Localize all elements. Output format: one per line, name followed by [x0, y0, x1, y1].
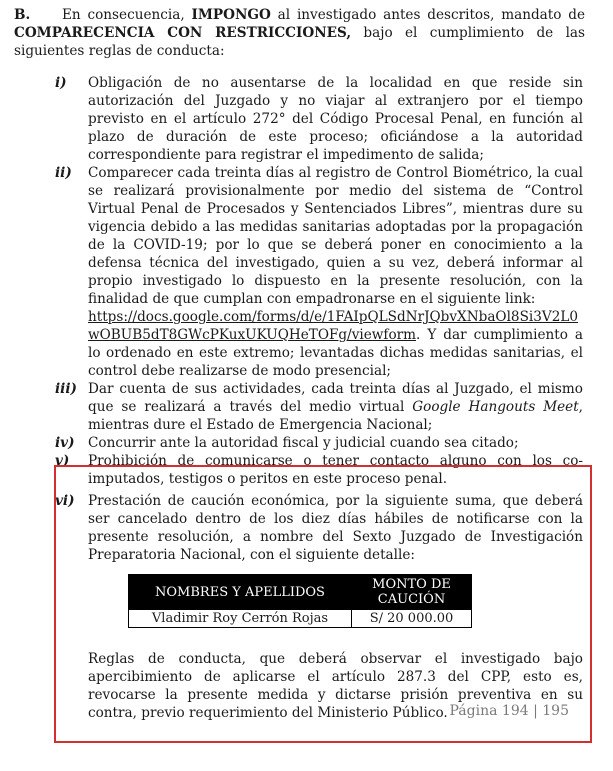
google-forms-link[interactable]: https://docs.google.com/forms/d/e/1FAIpQLSdNrJQbvXNbaOl8Si3V2L0wOBUB5dT8GWcPKuxUKUQHeTOFg/viewform [88, 309, 579, 343]
intro-paragraph [14, 6, 585, 60]
rule-item-ii [0, 164, 613, 380]
page-number [450, 703, 570, 719]
rule-number: vi) [55, 493, 75, 509]
rule-text: Prohibición de comunicarse o tener contacto alguno con los co-imputados, testigos o peritos en este proceso penal. [88, 453, 583, 487]
highlight-box [54, 465, 592, 743]
rule-text [88, 164, 583, 380]
rule-text-before: Comparecer cada treinta días al registro de Control Biométrico, la cual se realizará provisionalmente por medio del sistema de “Control Virtual Penal de Procesados y Sentenciados Libres”, mientras dure su vigencia debido a las medidas sanitarias adoptadas por la propagación de la COVID-19; por lo que se deberá poner en conocimiento a la defensa técnica del investigado, quien a su vez, deberá informar al propio investigado lo dispuesto en la presente resolución, con la finalidad de que cumplan con empadronarse en el siguiente link: [88, 165, 583, 307]
rule-text: Concurrir ante la autoridad fiscal y judicial cuando sea citado; [88, 435, 519, 451]
rule-text [88, 380, 583, 434]
page-separator: | [533, 703, 538, 719]
rule-number: iii) [55, 381, 77, 397]
section-label: B. [14, 7, 31, 23]
rule-text-italic: Google Hangouts Meet [412, 399, 579, 415]
rule-item-i [0, 74, 613, 164]
intro-bold-comparecencia: COMPARECENCIA CON RESTRICCIONES, [14, 25, 352, 41]
table-header-names: NOMBRES Y APELLIDOS [129, 575, 352, 610]
rule-text-after: . Y dar cumplimiento a lo ordenado en este extremo; levantadas dichas medidas sanitarias, el control debe realizarse de modo presencial; [88, 327, 583, 379]
closing-paragraph: Reglas de conducta, que deberá observar el investigado bajo apercibimiento de aplicarse el artículo 287.3 del CPP, esto es, revocarse la presente medida y dictarse prisión preventiva en su contra, previo requerimiento del Ministerio Público. [88, 651, 583, 721]
rule-text-after: , mientras dure el Estado de Emergencia Nacional; [88, 399, 583, 433]
table-cell-amount: S/ 20 000.00 [352, 610, 472, 628]
rule-number: ii) [55, 165, 72, 181]
intro-text-d: bajo el cumplimiento de las siguientes reglas de conducta: [14, 25, 586, 59]
intro-text-c: al investigado antes descritos, mandato de [270, 7, 585, 23]
page-total: 195 [542, 703, 569, 719]
table-header-amount: MONTO DE CAUCIÓN [352, 575, 472, 610]
table-cell-name: Vladimir Roy Cerrón Rojas [129, 610, 352, 628]
intro-bold-impongo: IMPONGO [191, 7, 271, 23]
rule-number: v) [55, 453, 70, 469]
rule-text: Obligación de no ausentarse de la localidad en que reside sin autorización del Juzgado y no viajar al extranjero por el tiempo previsto en el artículo 272° del Código Procesal Penal, en función al plazo de duración de este proceso; oficiándose a la autoridad correspondiente para registrar el impedimento de salida; [88, 75, 583, 163]
rule-number: i) [55, 75, 67, 91]
page-current: 194 [501, 703, 529, 719]
rule-item-iv [0, 434, 613, 452]
rule-text-before: Dar cuenta de sus actividades, cada treinta días al Juzgado, el mismo que se realizará a través del medio virtual [88, 381, 583, 415]
intro-text-b: , [180, 7, 192, 23]
rule-item-iii [0, 380, 613, 434]
page-label: Página [449, 703, 498, 719]
intro-text-a: En consecuencia [62, 7, 181, 23]
rule-text: Prestación de caución económica, por la siguiente suma, que deberá ser cancelado dentro de los diez días hábiles de notificarse con la presente resolución, a nombre del Sexto Juzgado de Investigación Preparatoria Nacional, con el siguiente detalle: [88, 493, 583, 563]
rule-number: iv) [55, 435, 75, 451]
